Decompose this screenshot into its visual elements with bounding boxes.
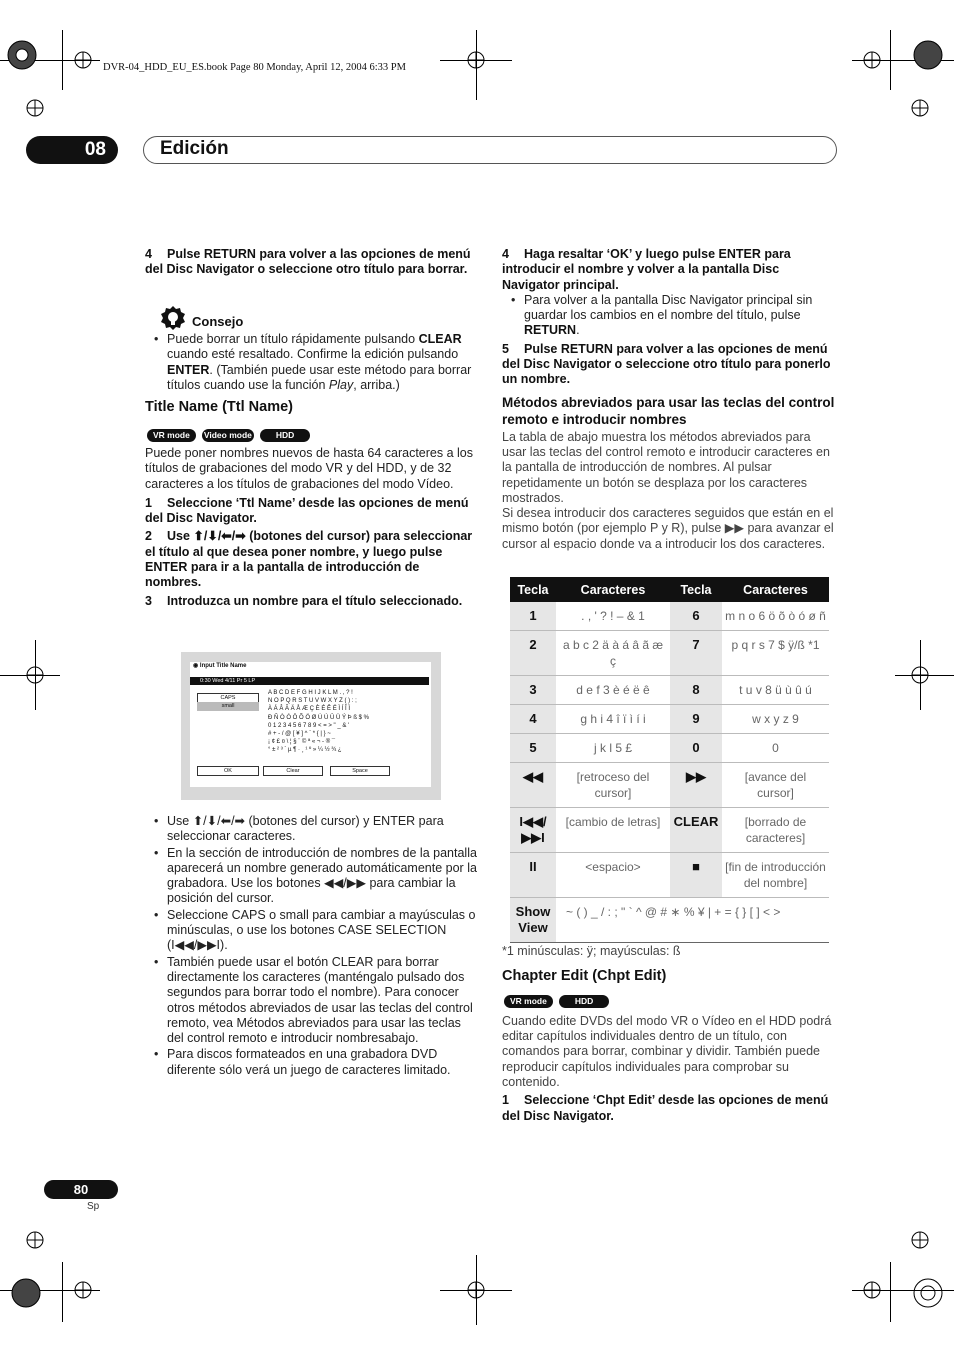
step-1: 1 Seleccione ‘Ttl Name’ desde las opciones de menú del Disc Navigator. [145, 495, 469, 526]
screen-disc-icon: ◉ [193, 663, 199, 669]
bullet-auto-name: • En la sección de introducción de nombres de la pantalla aparecerá un nombre generado automáticamente por la grabadora. Use los botones ◀◀/▶▶ para cambiar la posición del cursor. [145, 846, 478, 907]
badge-hdd: HDD [559, 995, 609, 1008]
page-number: 80 [44, 1180, 118, 1199]
space-button[interactable]: Space [330, 766, 390, 776]
tip-body [145, 332, 478, 394]
table-row: I◀◀/ ▶▶I [cambio de letras] CLEAR [borrado de caracteres] [510, 808, 829, 853]
chapter-number-badge [26, 136, 118, 164]
table-row: 4 g h i 4 î ï ì í i 9 w x y z 9 [510, 705, 829, 734]
caps-option[interactable]: CAPS [197, 693, 259, 703]
chapter-edit-paragraph: Cuando edite DVDs del modo VR o Vídeo en el HDD podrá editar capítulos individuales dentro de un título, con comandos para borrar, combinar y dividir. También puede reproducir capítulos individuales para comprobar su contenido. [502, 1013, 832, 1090]
step-4-ok: 4 Haga resaltar ‘OK’ y luego pulse ENTER para introducir el nombre y volver a la pantalla Disc Navigator principal. [502, 247, 791, 292]
print-header: DVR-04_HDD_EU_ES.book Page 80 Monday, April 12, 2004 6:33 PM [103, 62, 406, 73]
right-column [502, 247, 837, 555]
screen-title: ◉ Input Title Name [193, 663, 247, 669]
chapter-edit-title: Chapter Edit (Chpt Edit) [502, 968, 667, 985]
shortcut-paragraph-1: La tabla de abajo muestra los métodos abreviados para usar las teclas del control remoto e introducir caracteres en la pantalla de introducción de nombres. Al pulsar repetidamente un botón se desplaza por los caracteres mostrados. [502, 429, 830, 505]
small-option[interactable]: small [197, 702, 259, 711]
bullet-return: • Para volver a la pantalla Disc Navigator principal sin guardar los cambios en el nombre del título, pulse RETURN. [502, 293, 837, 339]
tip-title: Consejo [192, 314, 244, 329]
tip-icon [160, 305, 186, 331]
table-row-show-view: Show View ~ ( ) _ / : ; " ` ^ @ # ∗ % ¥ | + = { } [ ] < > [510, 898, 829, 943]
input-title-name-screen [181, 652, 441, 800]
bullet-limited: • Para discos formateados en una grabadora DVD diferente sólo verá un juego de caracteres limitado. [145, 1047, 478, 1078]
ok-button[interactable]: OK [197, 766, 259, 776]
intro-paragraph: Puede poner nombres nuevos de hasta 64 caracteres a los títulos de grabaciones del modo VR y del HDD, y de 32 caracteres a los títulos de grabaciones del modo Vídeo. [145, 446, 473, 491]
table-row: ◀◀ [retroceso del cursor] ▶▶ [avance del cursor] [510, 763, 829, 808]
table-row: 5 j k l 5 £ 0 0 [510, 734, 829, 763]
table-row: II <espacio> ■ [fin de introducción del nombre] [510, 853, 829, 898]
bullet-clear: • También puede usar el botón CLEAR para borrar directamente los caracteres (manténgalo pulsado dos segundos para borrar todo el nombre). Para conocer otros métodos abreviados de usar las teclas del control remoto, vea Métodos abreviados para usar las teclas del control remoto e introducir nombresabajo. [145, 955, 478, 1047]
title-name-body [145, 446, 478, 612]
table-footnote: *1 minúsculas: ÿ; mayúsculas: ß [502, 944, 681, 958]
bullet-cursor: • Use ⬆/⬇/⬅/➡ (botones del cursor) y ENTER para seleccionar caracteres. [145, 814, 478, 845]
step-3: 3 Introduzca un nombre para el título seleccionado. [145, 593, 463, 608]
character-grid: A B C D E F G H I J K L M . , ? ! N O P Q R S T U V W X Y Z ( ) : ; À Á Â Ã Ä Å Æ Ç È É Ê Ë Ì Í Î Ï Ð Ñ Ò Ó Ô Õ Ö Ø Ù Ú Û Ü Ý Þ ß $ % 0 1 2 3 4 5 6 7 8 9 < = > " _ & ' # + - / @ [ ¥ ] ^ ` * { | } ~ ¡ ¢ £ ¤ \ ¦ § ¨ © ª « ¬ - ® ¯ ° ± ² ³ ´ µ ¶ · ¸ ¹ º » ¼ ½ ¾ ¿ [268, 690, 370, 754]
shortcut-paragraph-2: Si desea introducir dos caracteres seguidos que están en el mismo botón (por ejemplo P y R), pulse ▶▶ para avanzar el cursor al espacio donde va a introducir los dos caracteres. [502, 506, 834, 551]
mode-badges [147, 425, 316, 443]
table-header-row [510, 577, 829, 602]
badge-hdd: HDD [260, 429, 310, 442]
header-caracteres: Caracteres [556, 577, 670, 602]
screen-info-bar: 0:30 Wed 4/11 Pr 5 LP [190, 677, 429, 685]
step-5: 5 Pulse RETURN para volver a las opciones de menú del Disc Navigator o seleccione otro título para ponerlo un nombre. [502, 341, 831, 387]
header-tecla: Tecla [510, 577, 556, 602]
table-row: 2 a b c 2 ä à á â ã æ ç 7 p q r s 7 $ ÿ/ß *1 [510, 631, 829, 676]
chapter-edit-badges [504, 993, 837, 1008]
tip-bullet: • Puede borrar un título rápidamente pulsando CLEAR cuando esté resaltado. Confirme la edición pulsando ENTER. (También puede usar este método para borrar títulos cuando use la función Play, arriba.) [145, 332, 478, 393]
shortcut-title: Métodos abreviados para usar las teclas del control remoto e introducir nombres [502, 394, 835, 427]
badge-vr-mode: VR mode [504, 995, 553, 1008]
section-title-title-name: Title Name (Ttl Name) [145, 399, 293, 415]
chapter-number: 08 [84, 139, 106, 160]
chapter-title-bar [143, 136, 837, 164]
shortcut-table [510, 577, 829, 943]
left-column [145, 247, 478, 281]
table-row: 1 . , ' ? ! – & 1 6 m n o 6 ö õ ò ó ø ñ [510, 602, 829, 631]
header-tecla-2: Tecla [670, 577, 722, 602]
left-bullets [145, 814, 478, 1079]
screen-panel [190, 662, 431, 787]
clear-button[interactable]: Clear [263, 766, 323, 776]
badge-vr-mode: VR mode [147, 429, 196, 442]
bullet-caps: • Seleccione CAPS o small para cambiar a mayúsculas o minúsculas, o use los botones CASE SELECTION (I◀◀/▶▶I). [145, 908, 478, 954]
badge-video-mode: Video mode [203, 430, 252, 440]
chapter-title: Edición [160, 138, 229, 159]
step-4: 4 Pulse RETURN para volver a las opciones de menú del Disc Navigator o seleccione otro título para borrar. [145, 247, 471, 277]
page-language: Sp [87, 1201, 100, 1212]
chapter-edit-step-1: 1 Seleccione ‘Chpt Edit’ desde las opciones de menú del Disc Navigator. [502, 1093, 829, 1123]
step-2: 2 Use ⬆/⬇/⬅/➡ (botones del cursor) para seleccionar el título al que desea poner nombre, y luego pulse ENTER para ir a la pantalla de introducción de nombres. [145, 529, 473, 590]
right-lower [502, 944, 837, 1127]
header-caracteres-2: Caracteres [722, 577, 829, 602]
table-row: 3 d e f 3 è é ë ê 8 t u v 8 ü ù û ú [510, 676, 829, 705]
